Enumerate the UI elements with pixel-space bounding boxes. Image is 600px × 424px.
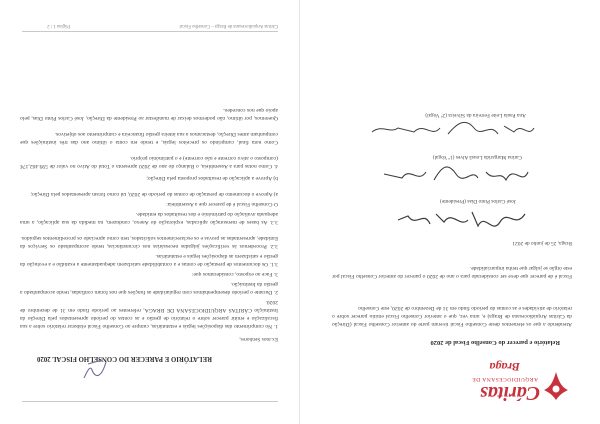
report-paragraph: 3.3. As bases de mensuração aplicadas, exploração do Anexo, conduzem, na medida da sua aplicação, a uma adequada avaliação do património e dos resultados da entidade. [20, 211, 278, 225]
opinion-page [300, 0, 600, 424]
salutation: Ex.mos Senhores, [239, 336, 278, 342]
signatory-first-member: Carina Margarida Lousã Alves (1º Vogal) [432, 154, 522, 160]
signature-president [390, 204, 530, 234]
document-title: Relatório e parecer do Conselho Fiscal de 2020 [430, 339, 560, 346]
signatory-second-member: Ana Paula Leite Ferreira da Silveira (2º Vogal) [425, 112, 526, 118]
document-date: Braga, 25 de junho de 2021 [512, 240, 572, 246]
logo-city: Braga [489, 360, 520, 374]
logo-subtitle: ARQUIDIOCESANA DE [471, 376, 538, 382]
footer-page-number: Página 1 / 2 [47, 23, 70, 28]
opinion-paragraph: Fiscal é de parecer que deve ser considerado para o ano de 2020 o parecer do anterior Conselho Fiscal por este órgão se julgar que tenha imparcialidade. [332, 265, 572, 279]
handwritten-initials [80, 356, 110, 384]
report-paragraph: 1. No cumprimento das disposições legais e estatutárias, cumpre ao Conselho Fiscal elaborar relatório sobre a sua fiscalização e emitir parecer sobre o relatório de gestão e as contas do período apresentados pela Direção da Instituição CÁRITAS ARQUIDIOCESANA DE BRAGA, referentes ao período findo em 31 de dezembro de 2020. [20, 299, 278, 329]
report-paragraph: 3. Face ao exposto, consideramos que: [191, 271, 278, 277]
footer-org: Cáritas Arquidiocesana de Braga – Conselho Fiscal [179, 23, 278, 28]
signatory-president: José Carlos Pinto Dias (Presidente) [439, 198, 516, 204]
logo-name: Cáritas [479, 382, 540, 404]
report-paragraph: a) Aprove o documento de prestação de contas do período de 2020, tal como foram apresentados pela Direção; [30, 191, 278, 197]
report-paragraph: 3.1. Os documentos de prestação de contas e a contabilidade satisfazem adequadamente a exatidão e a evolução da gestão e satisfazem as disposições legais e estatutárias. [20, 253, 278, 267]
report-heading: RELATÓRIO E PARECER DO CONSELHO FISCAL 2020 [37, 355, 212, 362]
report-paragraph: O Conselho Fiscal é de parecer que a Assembleia: [166, 201, 278, 207]
report-paragraph: Como nota final, cumprindo os preceitos legais, e tendo em conta o último ano das três instituições que compunham antes Direção, destacamos a sua inteira gestão financeira e cumprimento aos objetivos. [20, 131, 278, 145]
report-paragraph: 2. Durante o período desempenhámos com regularidade as funções que nos foram confiadas, tendo acompanhado a gestão da Instituição. [20, 281, 278, 295]
report-paragraph: b) Aprove a aplicação de resultados proposta pela Direção; [146, 175, 278, 181]
footer-rule [22, 31, 278, 32]
report-paragraph: 4. Como notas para a Assembleia, o Balanço do ano de 2020 apresenta o Total do Ativo no valor de 599.462,17€ (composto o ativo corrente e não corrente) e o património próprio. [20, 155, 278, 169]
signature-first-member [374, 160, 534, 190]
opinion-paragraph: Atendendo a que os elementos deste Conselho Fiscal tiveram parte do anterior Conselho Fiscal (Direção da Cáritas Arquidiocesana de Braga) e, uma vez, que o anterior Conselho Fiscal emitiu parecer sobre o relatório de atividades e as contas do período findo em 31 de Dezembro de 2020, este Conselho [332, 305, 572, 327]
caritas-logo [448, 356, 568, 404]
report-paragraph: 3.2. Procedemos às verificações julgadas necessárias nos circunstâncias, tendo acompanhado os Serviços da Entidade, apresentadas as provas e os esclarecimentos solicitados, tem como apreciado os procedimentos seguidos. [20, 235, 278, 249]
report-paragraph: Queremos, por último, não podermos deixar de manifestar ao Presidente da Direção, José Carlos Pinto Dias, pelo apoio que nos concedeu. [20, 107, 278, 121]
signature-second-member [368, 118, 538, 144]
header-rule [22, 401, 278, 402]
